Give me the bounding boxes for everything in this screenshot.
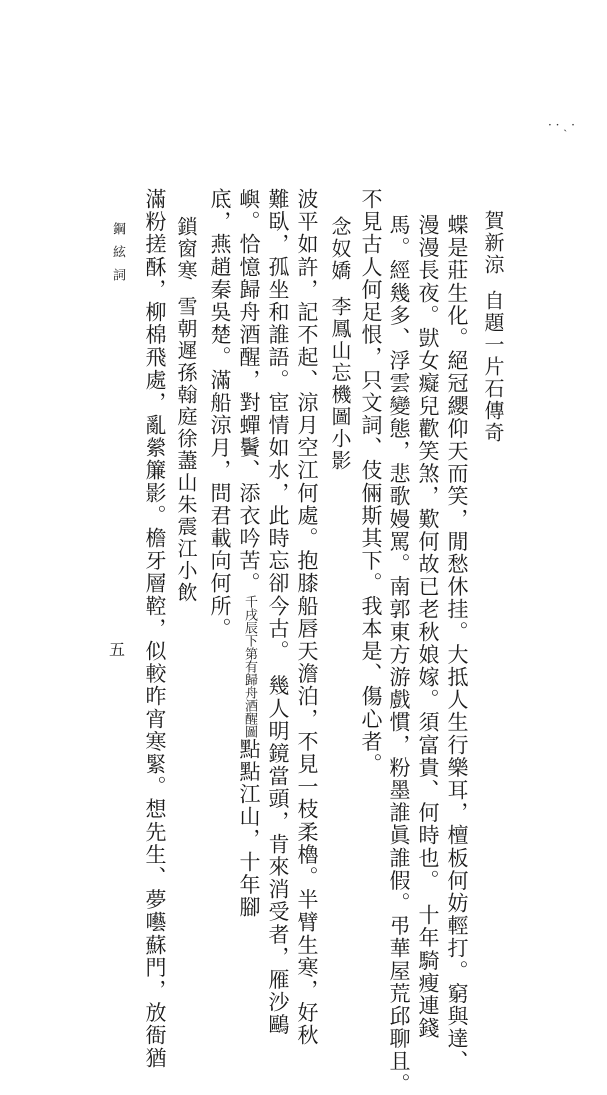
tune-subtitle: 自題一片石傳奇 xyxy=(481,290,505,444)
column-7: 波平如許，記不起、涼月空江何處。抱膝船唇天澹泊，不見一枝柔櫓。半臂生寒，好秋 xyxy=(295,188,319,1047)
column-11-title xyxy=(176,216,196,604)
column-1-title xyxy=(483,210,503,444)
column-4: 馬。經幾多、浮雲變態，悲歌嫚罵。南郭東方游戲慣，粉墨誰眞誰假。弔華屋荒邱聊且。 xyxy=(387,214,411,1095)
corner-marks: · · ˎ · xyxy=(548,118,575,132)
column-9-tail: 點點江山，十年腳 xyxy=(237,737,261,919)
column-9-note: 千戌辰下第有歸舟酒醒圖 xyxy=(242,594,257,738)
column-9 xyxy=(238,188,259,919)
book-title-label: 鋼絃詞 xyxy=(110,222,125,291)
column-5: 不見古人何足恨，只文詞、伎倆斯其下。我本是、傷心者。 xyxy=(359,188,383,776)
tune-title: 賀新涼 xyxy=(481,210,505,276)
column-6-title xyxy=(330,216,350,472)
tune-title: 鎖窗寒 xyxy=(174,216,198,282)
column-2: 蝶是莊生化。絕冠纓仰天而笑，閒愁休挂。大抵人生行樂耳，檀板何妨輕打。窮與達、 xyxy=(445,214,469,1073)
tune-subtitle: 李鳳山忘機圖小影 xyxy=(328,296,352,472)
page-number: 五 xyxy=(109,640,126,659)
tune-title: 念奴嬌 xyxy=(328,216,352,282)
column-9-main: 嶼。恰憶歸舟酒醒，對蟬鬢、添衣吟苦。 xyxy=(237,188,261,595)
column-8: 難臥，孤坐和誰語。宦情如水，此時忘卻今古。 幾人明鏡當頭，肯來消受者，雁沙鷗 xyxy=(266,188,290,1037)
column-10: 底，燕趙秦吳楚。滿船涼月，問君載向何所。 xyxy=(208,188,232,640)
column-3: 漫漫長夜。獃女癡兒歡笑煞，歎何故已老秋娘嫁。須富貴、何時也。 十年騎瘦連錢 xyxy=(416,214,440,1040)
column-12: 滿粉搓酥，柳棉飛處，亂縈簾影。檐牙層鞚，似較昨宵寒緊。想先生、夢囈蘇門，放衙猶 xyxy=(143,188,167,1070)
tune-subtitle: 雪朝遲孫翰庭徐藎山朱震江小飲 xyxy=(174,296,198,604)
